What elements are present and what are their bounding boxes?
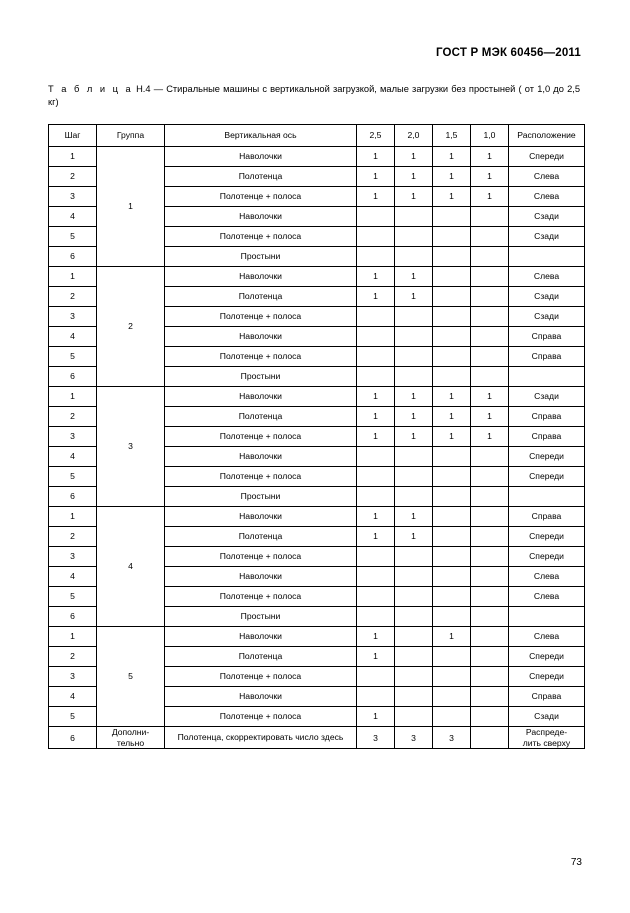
cell-load-1-5 bbox=[433, 206, 471, 226]
cell-axis: Наволочки bbox=[165, 326, 357, 346]
header-1-5: 1,5 bbox=[433, 124, 471, 146]
cell-axis: Полотенце + полоса bbox=[165, 186, 357, 206]
cell-load-1-0 bbox=[471, 486, 509, 506]
cell-load-1-5 bbox=[433, 466, 471, 486]
cell-load-2-5: 1 bbox=[357, 646, 395, 666]
cell-axis: Наволочки bbox=[165, 266, 357, 286]
cell-load-2-5 bbox=[357, 246, 395, 266]
cell-load-1-0 bbox=[471, 306, 509, 326]
cell-axis: Полотенце + полоса bbox=[165, 306, 357, 326]
cell-load-2-0: 1 bbox=[395, 526, 433, 546]
cell-load-1-0 bbox=[471, 546, 509, 566]
cell-load-1-0: 1 bbox=[471, 386, 509, 406]
cell-position: Спереди bbox=[509, 526, 585, 546]
cell-position: Сзади bbox=[509, 226, 585, 246]
cell-group: 2 bbox=[97, 266, 165, 386]
cell-position: Спереди bbox=[509, 546, 585, 566]
table-caption-lead: Т а б л и ц а bbox=[48, 84, 133, 94]
cell-step: 4 bbox=[49, 566, 97, 586]
cell-position: Спереди bbox=[509, 146, 585, 166]
cell-axis: Полотенце + полоса bbox=[165, 546, 357, 566]
cell-load-1-0 bbox=[471, 286, 509, 306]
cell-position: Справа bbox=[509, 346, 585, 366]
cell-load-1-5: 1 bbox=[433, 146, 471, 166]
standard-header: ГОСТ Р МЭК 60456—2011 bbox=[435, 47, 581, 59]
cell-step: 5 bbox=[49, 226, 97, 246]
cell-axis: Полотенца bbox=[165, 166, 357, 186]
cell-position: Сзади bbox=[509, 386, 585, 406]
cell-position: Спереди bbox=[509, 466, 585, 486]
cell-load-2-0: 1 bbox=[395, 186, 433, 206]
cell-axis: Полотенце + полоса bbox=[165, 226, 357, 246]
cell-step: 6 bbox=[49, 486, 97, 506]
cell-axis: Полотенце + полоса bbox=[165, 426, 357, 446]
cell-step: 3 bbox=[49, 186, 97, 206]
cell-position: Слева bbox=[509, 166, 585, 186]
cell-load-1-5 bbox=[433, 286, 471, 306]
cell-load-1-0 bbox=[471, 366, 509, 386]
cell-position: Сзади bbox=[509, 286, 585, 306]
cell-load-1-0 bbox=[471, 266, 509, 286]
table-row bbox=[49, 266, 585, 286]
cell-load-2-5: 1 bbox=[357, 266, 395, 286]
cell-position bbox=[509, 246, 585, 266]
cell-load-2-5 bbox=[357, 606, 395, 626]
cell-axis: Полотенца bbox=[165, 646, 357, 666]
cell-step: 6 bbox=[49, 246, 97, 266]
cell-load-2-5: 1 bbox=[357, 186, 395, 206]
cell-axis: Наволочки bbox=[165, 446, 357, 466]
cell-load-2-5 bbox=[357, 466, 395, 486]
cell-load-2-0: 1 bbox=[395, 166, 433, 186]
cell-load-2-5: 1 bbox=[357, 506, 395, 526]
cell-axis: Полотенце + полоса bbox=[165, 586, 357, 606]
header-2-5: 2,5 bbox=[357, 124, 395, 146]
header-1-0: 1,0 bbox=[471, 124, 509, 146]
cell-step: 1 bbox=[49, 626, 97, 646]
cell-load-1-0 bbox=[471, 346, 509, 366]
cell-load-1-0 bbox=[471, 226, 509, 246]
cell-step: 3 bbox=[49, 306, 97, 326]
cell-load-1-0: 1 bbox=[471, 166, 509, 186]
cell-step: 6 bbox=[49, 726, 97, 748]
cell-position: Спереди bbox=[509, 666, 585, 686]
cell-position: Слева bbox=[509, 186, 585, 206]
cell-position: Спереди bbox=[509, 446, 585, 466]
cell-position: Спереди bbox=[509, 646, 585, 666]
cell-axis: Наволочки bbox=[165, 146, 357, 166]
cell-axis: Простыни bbox=[165, 246, 357, 266]
cell-position: Справа bbox=[509, 326, 585, 346]
cell-load-2-0 bbox=[395, 646, 433, 666]
cell-load-2-5: 1 bbox=[357, 286, 395, 306]
cell-position bbox=[509, 366, 585, 386]
cell-load-2-0 bbox=[395, 606, 433, 626]
cell-load-1-5: 3 bbox=[433, 726, 471, 748]
cell-load-2-0 bbox=[395, 686, 433, 706]
cell-load-1-0: 1 bbox=[471, 146, 509, 166]
cell-step: 5 bbox=[49, 466, 97, 486]
cell-load-1-5: 1 bbox=[433, 166, 471, 186]
cell-load-2-5: 1 bbox=[357, 626, 395, 646]
cell-load-1-0 bbox=[471, 246, 509, 266]
cell-load-1-5: 1 bbox=[433, 626, 471, 646]
cell-load-1-0 bbox=[471, 206, 509, 226]
cell-load-1-5 bbox=[433, 346, 471, 366]
cell-load-1-5 bbox=[433, 366, 471, 386]
cell-load-2-0: 1 bbox=[395, 426, 433, 446]
header-group: Группа bbox=[97, 124, 165, 146]
cell-step: 4 bbox=[49, 326, 97, 346]
cell-load-2-5 bbox=[357, 206, 395, 226]
cell-load-2-5 bbox=[357, 686, 395, 706]
cell-load-2-0 bbox=[395, 326, 433, 346]
cell-axis: Простыни bbox=[165, 366, 357, 386]
cell-load-2-0 bbox=[395, 226, 433, 246]
load-schedule-table bbox=[48, 124, 585, 749]
cell-position: Слева bbox=[509, 586, 585, 606]
cell-load-2-5: 3 bbox=[357, 726, 395, 748]
cell-load-1-5 bbox=[433, 546, 471, 566]
cell-load-2-5 bbox=[357, 326, 395, 346]
cell-step: 2 bbox=[49, 526, 97, 546]
cell-axis: Полотенце + полоса bbox=[165, 706, 357, 726]
table-caption bbox=[48, 83, 582, 110]
cell-position: Справа bbox=[509, 506, 585, 526]
table-row bbox=[49, 506, 585, 526]
cell-load-2-5: 1 bbox=[357, 386, 395, 406]
cell-axis: Наволочки bbox=[165, 506, 357, 526]
page-number: 73 bbox=[570, 857, 582, 868]
cell-step: 1 bbox=[49, 506, 97, 526]
cell-position: Распреде- лить сверху bbox=[509, 726, 585, 748]
cell-load-2-5 bbox=[357, 546, 395, 566]
cell-axis: Полотенце + полоса bbox=[165, 346, 357, 366]
cell-load-1-0 bbox=[471, 566, 509, 586]
cell-position: Справа bbox=[509, 686, 585, 706]
cell-load-1-0 bbox=[471, 526, 509, 546]
cell-position: Сзади bbox=[509, 706, 585, 726]
cell-step: 3 bbox=[49, 546, 97, 566]
cell-step: 6 bbox=[49, 606, 97, 626]
cell-load-2-5 bbox=[357, 666, 395, 686]
cell-load-2-0 bbox=[395, 706, 433, 726]
cell-load-1-0: 1 bbox=[471, 406, 509, 426]
cell-position bbox=[509, 486, 585, 506]
cell-step: 2 bbox=[49, 406, 97, 426]
cell-load-1-5 bbox=[433, 706, 471, 726]
cell-load-1-5 bbox=[433, 306, 471, 326]
cell-axis: Наволочки bbox=[165, 626, 357, 646]
cell-step: 5 bbox=[49, 706, 97, 726]
cell-load-2-5: 1 bbox=[357, 526, 395, 546]
table-row bbox=[49, 386, 585, 406]
cell-load-2-0 bbox=[395, 346, 433, 366]
cell-load-2-0: 1 bbox=[395, 146, 433, 166]
cell-load-2-0: 1 bbox=[395, 406, 433, 426]
cell-load-1-0 bbox=[471, 646, 509, 666]
cell-step: 2 bbox=[49, 286, 97, 306]
header-2-0: 2,0 bbox=[395, 124, 433, 146]
cell-load-2-5 bbox=[357, 366, 395, 386]
cell-step: 4 bbox=[49, 446, 97, 466]
cell-axis: Наволочки bbox=[165, 386, 357, 406]
cell-position bbox=[509, 606, 585, 626]
cell-load-2-0 bbox=[395, 446, 433, 466]
cell-load-1-0 bbox=[471, 446, 509, 466]
cell-load-1-5 bbox=[433, 446, 471, 466]
cell-group: 4 bbox=[97, 506, 165, 626]
cell-axis: Полотенца bbox=[165, 526, 357, 546]
cell-load-1-5 bbox=[433, 646, 471, 666]
cell-load-2-0 bbox=[395, 366, 433, 386]
cell-axis: Наволочки bbox=[165, 566, 357, 586]
cell-axis: Полотенца bbox=[165, 286, 357, 306]
cell-load-1-0 bbox=[471, 726, 509, 748]
cell-axis: Полотенце + полоса bbox=[165, 466, 357, 486]
cell-load-1-0: 1 bbox=[471, 426, 509, 446]
cell-load-1-5 bbox=[433, 226, 471, 246]
table-body bbox=[49, 146, 585, 748]
cell-load-1-5: 1 bbox=[433, 386, 471, 406]
cell-load-1-0 bbox=[471, 666, 509, 686]
header-step: Шаг bbox=[49, 124, 97, 146]
cell-load-1-0 bbox=[471, 606, 509, 626]
cell-load-2-5 bbox=[357, 346, 395, 366]
cell-load-2-0 bbox=[395, 486, 433, 506]
cell-load-2-0 bbox=[395, 206, 433, 226]
table-header-row bbox=[49, 124, 585, 146]
cell-load-2-0 bbox=[395, 566, 433, 586]
cell-load-2-0 bbox=[395, 586, 433, 606]
cell-load-2-0: 1 bbox=[395, 506, 433, 526]
cell-load-2-5: 1 bbox=[357, 166, 395, 186]
cell-axis: Простыни bbox=[165, 486, 357, 506]
cell-load-2-0: 1 bbox=[395, 286, 433, 306]
cell-load-1-0 bbox=[471, 506, 509, 526]
cell-step: 4 bbox=[49, 686, 97, 706]
cell-load-2-5 bbox=[357, 226, 395, 246]
cell-step: 1 bbox=[49, 266, 97, 286]
cell-position: Сзади bbox=[509, 306, 585, 326]
header-axis: Вертикальная ось bbox=[165, 124, 357, 146]
cell-load-2-5 bbox=[357, 586, 395, 606]
cell-load-1-5 bbox=[433, 666, 471, 686]
cell-step: 5 bbox=[49, 586, 97, 606]
cell-load-1-5 bbox=[433, 526, 471, 546]
cell-position: Слева bbox=[509, 566, 585, 586]
cell-load-1-5 bbox=[433, 606, 471, 626]
cell-step: 1 bbox=[49, 146, 97, 166]
cell-load-1-5: 1 bbox=[433, 186, 471, 206]
cell-load-1-5 bbox=[433, 326, 471, 346]
cell-position: Слева bbox=[509, 266, 585, 286]
cell-load-1-0 bbox=[471, 466, 509, 486]
cell-step: 4 bbox=[49, 206, 97, 226]
cell-load-2-5 bbox=[357, 306, 395, 326]
cell-load-2-0 bbox=[395, 666, 433, 686]
cell-load-1-5: 1 bbox=[433, 406, 471, 426]
cell-load-2-5: 1 bbox=[357, 426, 395, 446]
header-position: Расположение bbox=[509, 124, 585, 146]
cell-load-1-5 bbox=[433, 486, 471, 506]
cell-step: 6 bbox=[49, 366, 97, 386]
cell-axis: Наволочки bbox=[165, 686, 357, 706]
table-row bbox=[49, 626, 585, 646]
cell-load-1-0 bbox=[471, 326, 509, 346]
cell-position: Сзади bbox=[509, 206, 585, 226]
cell-load-2-0: 1 bbox=[395, 266, 433, 286]
cell-load-2-5 bbox=[357, 566, 395, 586]
cell-load-2-5: 1 bbox=[357, 406, 395, 426]
cell-load-1-5 bbox=[433, 566, 471, 586]
table-row bbox=[49, 146, 585, 166]
cell-group: 3 bbox=[97, 386, 165, 506]
cell-load-1-5: 1 bbox=[433, 426, 471, 446]
cell-load-2-0 bbox=[395, 306, 433, 326]
cell-load-1-0 bbox=[471, 686, 509, 706]
cell-load-1-5 bbox=[433, 246, 471, 266]
cell-axis: Простыни bbox=[165, 606, 357, 626]
cell-load-2-5: 1 bbox=[357, 146, 395, 166]
cell-group: 1 bbox=[97, 146, 165, 266]
cell-load-1-0: 1 bbox=[471, 186, 509, 206]
cell-step: 2 bbox=[49, 166, 97, 186]
cell-group: 5 bbox=[97, 626, 165, 726]
cell-group: Дополни- тельно bbox=[97, 726, 165, 748]
cell-load-1-5 bbox=[433, 506, 471, 526]
cell-axis: Полотенце + полоса bbox=[165, 666, 357, 686]
cell-step: 3 bbox=[49, 426, 97, 446]
cell-load-1-5 bbox=[433, 686, 471, 706]
cell-step: 1 bbox=[49, 386, 97, 406]
cell-load-1-5 bbox=[433, 266, 471, 286]
cell-position: Слева bbox=[509, 626, 585, 646]
table-row-extra bbox=[49, 726, 585, 748]
cell-load-2-5 bbox=[357, 446, 395, 466]
cell-load-1-0 bbox=[471, 706, 509, 726]
cell-load-2-0 bbox=[395, 626, 433, 646]
cell-step: 2 bbox=[49, 646, 97, 666]
cell-load-2-0: 3 bbox=[395, 726, 433, 748]
cell-axis: Полотенца bbox=[165, 406, 357, 426]
cell-load-2-0: 1 bbox=[395, 386, 433, 406]
table-caption-text: Н.4 — Стиральные машины с вертикальной загрузкой, малые загрузки без простыней ( от 1,0 до 2,5 кг) bbox=[48, 84, 580, 108]
cell-step: 5 bbox=[49, 346, 97, 366]
cell-load-2-0 bbox=[395, 246, 433, 266]
cell-load-2-0 bbox=[395, 546, 433, 566]
cell-load-1-0 bbox=[471, 586, 509, 606]
cell-load-2-5: 1 bbox=[357, 706, 395, 726]
cell-load-1-0 bbox=[471, 626, 509, 646]
cell-axis: Полотенца, скорректировать число здесь bbox=[165, 726, 357, 748]
cell-load-2-5 bbox=[357, 486, 395, 506]
cell-position: Справа bbox=[509, 426, 585, 446]
cell-load-2-0 bbox=[395, 466, 433, 486]
cell-axis: Наволочки bbox=[165, 206, 357, 226]
cell-step: 3 bbox=[49, 666, 97, 686]
cell-load-1-5 bbox=[433, 586, 471, 606]
cell-position: Справа bbox=[509, 406, 585, 426]
